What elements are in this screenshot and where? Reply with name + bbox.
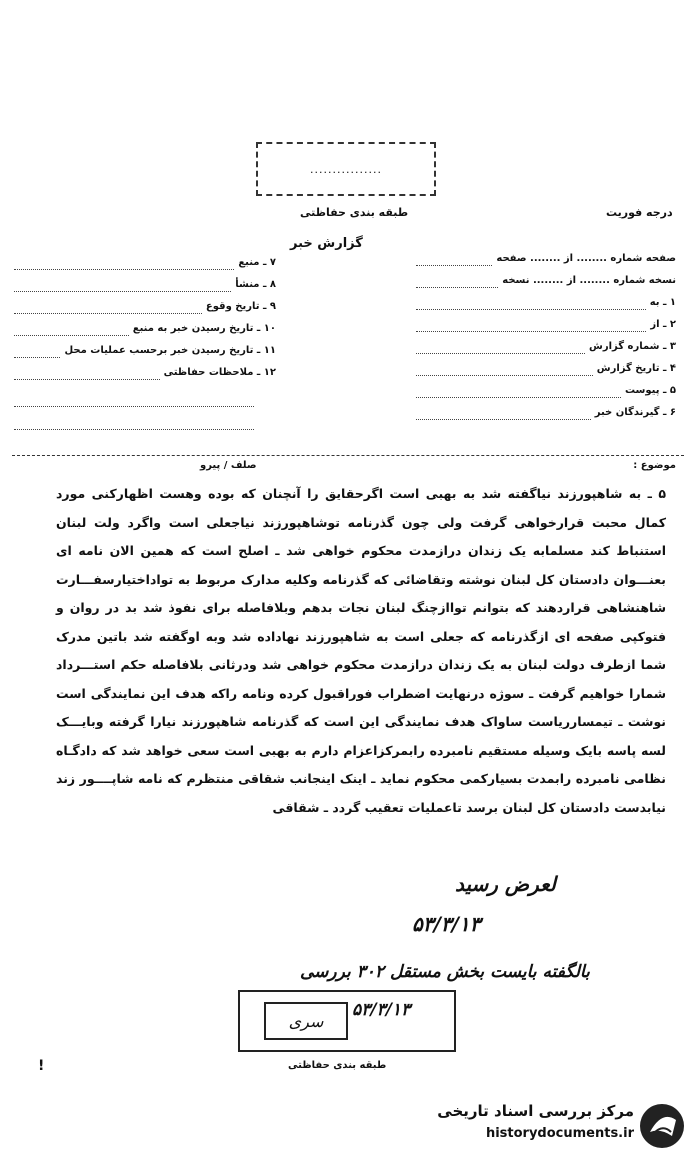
top-stamp bbox=[256, 142, 436, 196]
field-label: ۹ ـ تاریخ وقوع bbox=[205, 301, 276, 312]
fields-left bbox=[14, 252, 276, 384]
field-label: ۸ ـ منشأ bbox=[235, 279, 276, 290]
field-row bbox=[416, 292, 676, 314]
field-row bbox=[14, 252, 276, 274]
field-label: ۵ ـ پیوست bbox=[624, 385, 676, 396]
field-label: ۱۱ ـ تاریخ رسیدن خبر برحسب عملیات محل bbox=[64, 345, 276, 356]
watermark bbox=[410, 1100, 690, 1155]
field-label: ۴ ـ تاریخ گزارش bbox=[596, 363, 676, 374]
field-row bbox=[14, 362, 276, 384]
page-reference-label: صلف / پیرو bbox=[200, 460, 257, 471]
urgency-label: درجه فوریت bbox=[606, 206, 673, 219]
fields-right bbox=[416, 248, 676, 424]
subject-label: موضوع : bbox=[633, 460, 676, 471]
field-label: ۲ ـ از bbox=[650, 319, 676, 330]
field-label: نسخه شماره ........ از ........ نسخه bbox=[502, 275, 676, 286]
field-row bbox=[14, 318, 276, 340]
field-row bbox=[416, 380, 676, 402]
field-row bbox=[14, 274, 276, 296]
field-row bbox=[416, 248, 676, 270]
field-label: ۱۰ ـ تاریخ رسیدن خبر به منبع bbox=[132, 323, 276, 334]
footer-mark: ! bbox=[38, 1058, 45, 1074]
footer-classification-label: طبقه بندی حفاظتی bbox=[288, 1060, 387, 1071]
field-label: ۱ ـ به bbox=[649, 297, 676, 308]
field-label: ۶ ـ گیرندگان خبر bbox=[594, 407, 676, 418]
field-row bbox=[416, 336, 676, 358]
field-row bbox=[14, 340, 276, 362]
field-row bbox=[14, 296, 276, 318]
field-label: ۳ ـ شماره گزارش bbox=[589, 341, 676, 352]
field-row bbox=[416, 402, 676, 424]
archive-logo-icon bbox=[638, 1102, 686, 1150]
field-label: صفحه شماره ........ از ........ صفحه bbox=[496, 253, 676, 264]
divider bbox=[12, 455, 684, 456]
bottom-stamp-handwriting: ۵۳/۳/۱۳ bbox=[352, 1000, 411, 1020]
body-paragraph: ۵ ـ به شاهپورزند نیاگفته شد به بهبی است اگرحقایق را آنچنان که بوده وهست اظهارکنی مورد کمال محبت قرارخواهی گرفت ولی چون گذرنامه توشاهپورزند نیاجعلی است واگرد ولت لبنان استنباط کند مسلمابه یک زندان درازمدت محکوم خواهی شد ـ اصلح است که همین الان نامه ای بعنـــوان دادستان کل لبنان نوشته وتقاضائی که گذرنامه وکلیه مدارک مربوط به تواداختیارسفـــارت شاهنشاهی قراردهند که بتوانم تواازچنگ لبنان نجات بدهم وبلافاصله برای نفوذ شد بد در روان و فتوکپی صفحه ای ازگذرنامه که جعلی است به شاهپورزند نهاداده شد وبه اوگفته شد باتین مدرک شما ازطرف دولت لبنان به یک زندان درازمدت محکوم خواهی شد ودرثانی بلافاصله حکم استـــرداد شمارا خواهیم گرفت ـ سوژه درنهایت اضطراب فوراقبول کرده ونامه راکه هدف این نمایندگی است نوشت ـ تیمسارریاست ساواک هدف نمایندگی این است که گذرنامه شاهپورزند نیارا گرفته وبایـــک لسه پاسه بایک وسیله مستقیم نامبرده رابمرکزاعزام دارم به بهبی است سعی خواهد شد که دادگـاه نظامی نامبرده رابمدت بسیارکمی محکوم نماید ـ اینک اینجانب شقاقی منتظرم که نامه شاپــــور زند نیابدست دادستان کل لبنان برسد تاعملیات تعقیب گردد ـ شقاقی bbox=[56, 486, 666, 815]
watermark-site: historydocuments.ir bbox=[485, 1126, 634, 1141]
bottom-stamp-inner: سری bbox=[264, 1002, 348, 1040]
field-label: ۱۲ ـ ملاحظات حفاظتی bbox=[163, 367, 276, 378]
watermark-name: مرکز بررسی اسناد تاریخی bbox=[437, 1102, 634, 1120]
bottom-stamp bbox=[238, 990, 456, 1052]
handwritten-referral: بالگفته بایست بخش مستقل ۳۰۲ بررسی bbox=[300, 962, 590, 982]
blank-lines bbox=[14, 384, 254, 430]
field-row bbox=[416, 358, 676, 380]
handwritten-date: ۵۳/۳/۱۳ bbox=[412, 912, 481, 936]
report-body bbox=[56, 480, 666, 822]
top-stamp-text: ................ bbox=[310, 162, 382, 176]
field-label: ۷ ـ منبع bbox=[238, 257, 276, 268]
field-row bbox=[416, 270, 676, 292]
field-row bbox=[416, 314, 676, 336]
classification-label: طبقه بندی حفاظتی bbox=[300, 206, 409, 219]
report-title: گزارش خبر bbox=[290, 236, 363, 251]
handwritten-note: لعرض رسید bbox=[455, 872, 556, 896]
